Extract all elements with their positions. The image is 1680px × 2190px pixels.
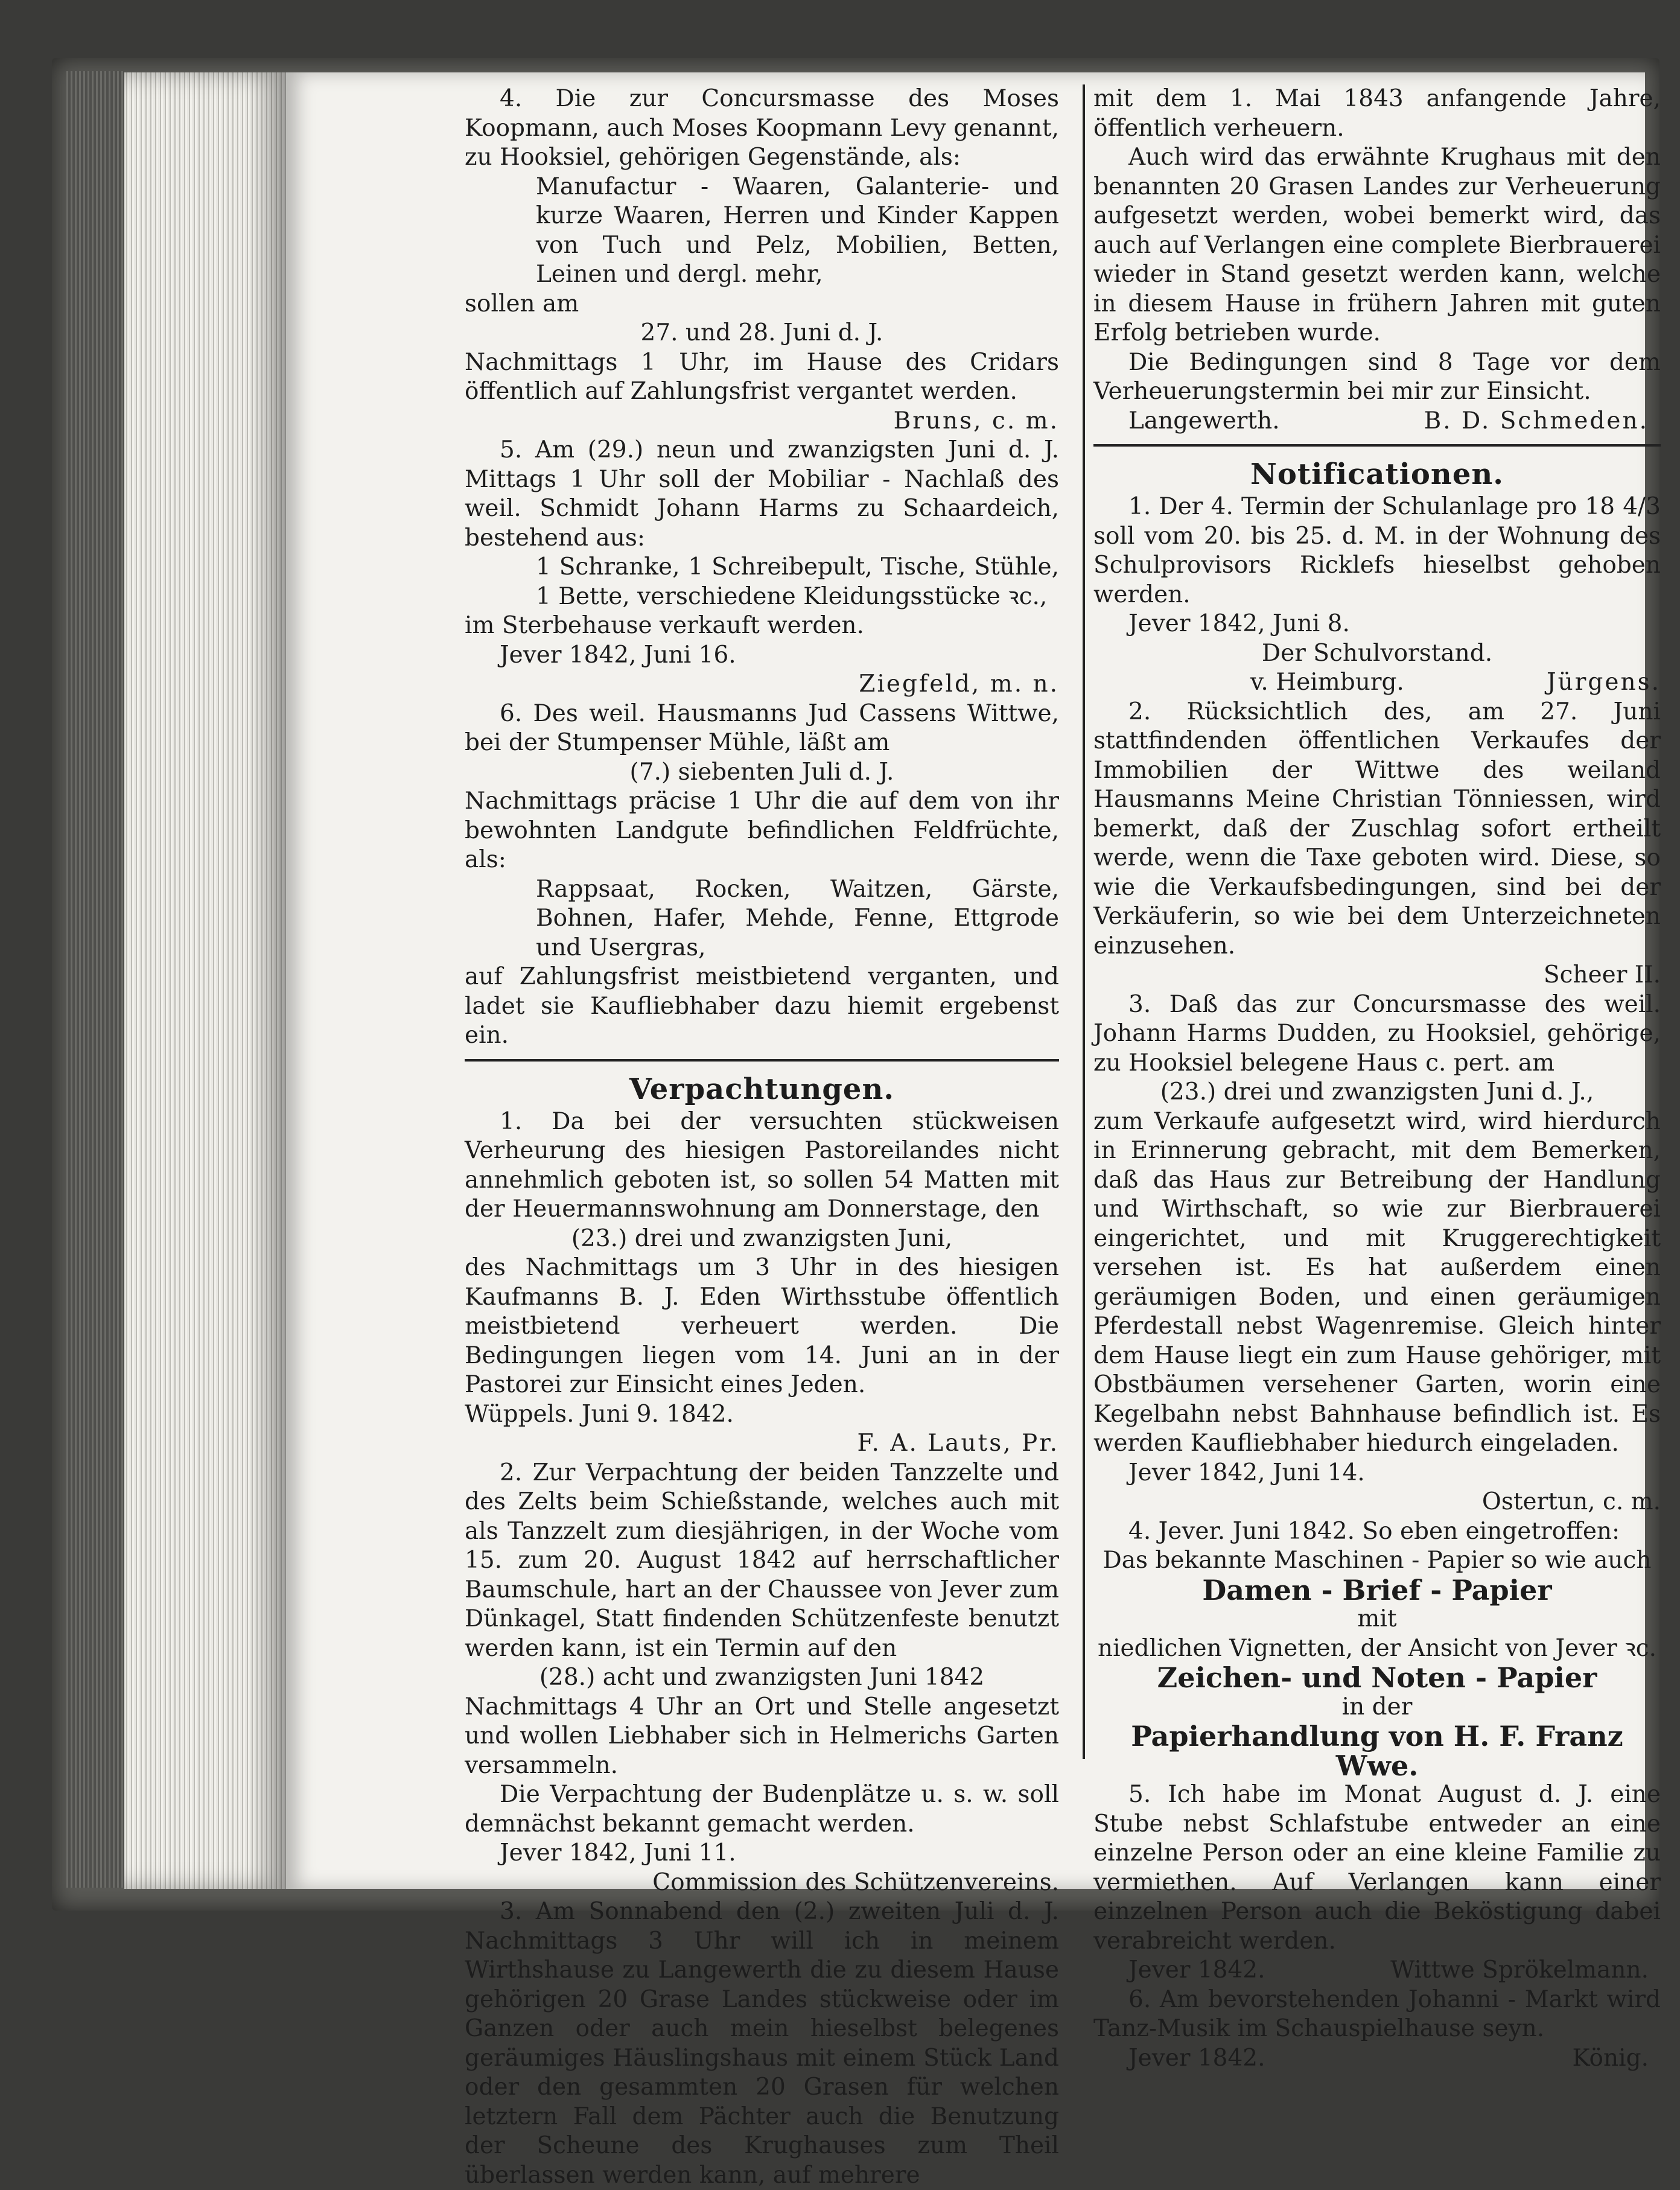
notice-paragraph: Rappsaat, Rocken, Waitzen, Gärste, Bohnen, Hafer, Mehde, Fenne, Ettgrode und Usergras, [536, 875, 1059, 961]
notice-paragraph: 5. Am (29.) neun und zwanzigsten Juni d. J. Mittags 1 Uhr soll der Mobiliar - Nachlaß des weil. Schmidt Johann Harms zu Schaardeich, bestehend aus: [465, 436, 1059, 552]
advert-headline: Damen - Brief - Papier [1202, 1573, 1552, 1606]
signature-line [1093, 407, 1661, 436]
left-column [465, 84, 1059, 2190]
notice-paragraph: Die Verpachtung der Budenplätze u. s. w. soll demnächst bekannt gemacht werden. [465, 1781, 1059, 1838]
signature-line [1093, 2044, 1661, 2074]
signature-name: B. D. Schmeden. [1424, 407, 1649, 434]
advert-line [1093, 1546, 1661, 1576]
page-stack-edge [124, 72, 287, 1889]
signature-line [1093, 1956, 1661, 1985]
notice-paragraph: Jever 1842, Juni 11. [500, 1839, 736, 1867]
notice-paragraph: im Sterbehause verkauft werden. [465, 612, 864, 639]
signature: Commission des Schützenvereins. [652, 1868, 1059, 1896]
notice-paragraph: sollen am [465, 290, 579, 317]
notice-paragraph: Jever 1842, Juni 16. [500, 641, 736, 669]
right-column [1093, 84, 1661, 2073]
notice-paragraph: 5. Ich habe im Monat August d. J. eine Stube nebst Schlafstube entweder an eine einzelne Person oder an eine kleine Familie zu vermiethen. Auf Verlangen kann einer einzelnen Person auch die Beköstigung dabei verabreicht werden. [1093, 1781, 1661, 1955]
signature-name: König. [1572, 2044, 1649, 2072]
date-line: niedlichen Vignetten, der Ansicht von Jever ꝛc. [1097, 1634, 1657, 1662]
signature: Ziegfeld, m. n. [859, 670, 1059, 698]
signature: Scheer II. [1543, 961, 1661, 988]
signature-name: Wittwe Sprökelmann. [1390, 1956, 1649, 1984]
notice-paragraph: auf Zahlungsfrist meistbietend verganten, und ladet sie Kaufliebhaber dazu hiemit ergebenst ein. [465, 963, 1059, 1049]
notice-paragraph: zum Verkaufe aufgesetzt wird, wird hierdurch in Erinnerung gebracht, mit dem Bemerken, daß das Haus zur Betreibung der Handlung und Wirthschaft, so wie zur Bierbrauerei eingerichtet, und mit Kruggerechtigkeit versehen ist. Es hat außerdem einen geräumigen Boden, und einen geräumigen Pferdestall nebst Wagenremise. Gleich hinter dem Hause liegt ein zum Hause gehöriger, mit Obstbäumen versehener Garten, worin eine Kegelbahn nebst Bahnhause befindlich ist. Es werden Kaufliebhaber hiedurch eingeladen. [1093, 1107, 1661, 1457]
notice-paragraph: Nachmittags 1 Uhr, im Hause des Cridars öffentlich auf Zahlungsfrist vergantet werden. [465, 348, 1059, 405]
section-heading: Verpachtungen. [629, 1072, 895, 1106]
notice-paragraph: Nachmittags präcise 1 Uhr die auf dem von ihr bewohnten Landgute befindlichen Feldfrüchte, als: [465, 788, 1059, 873]
signature-name: Jürgens. [1547, 669, 1661, 696]
advert-text: Das bekannte Maschinen - Papier so wie auch [1102, 1547, 1652, 1574]
notice-paragraph: 1 Schranke, 1 Schreibepult, Tische, Stühle, 1 Bette, verschiedene Kleidungsstücke ꝛc., [536, 553, 1059, 610]
notice-paragraph: 3. Daß das zur Concursmasse des weil. Johann Harms Dudden, zu Hooksiel, gehörige, zu Hooksiel belegene Haus c. pert. am [1093, 990, 1661, 1077]
notice-paragraph: 1. Da bei der versuchten stückweisen Verheurung des hiesigen Pastoreilandes nicht annehmlich geboten ist, so sollen 54 Matten mit der Heuermannswohnung am Donnerstage, den [465, 1107, 1059, 1223]
advert-headline: Zeichen- und Noten - Papier [1157, 1661, 1597, 1694]
notice-paragraph: 6. Am bevorstehenden Johanni - Markt wird Tanz-Musik im Schauspielhause seyn. [1093, 1985, 1661, 2042]
signature-place: Langewerth. [1128, 407, 1280, 434]
notice-paragraph: Nachmittags 4 Uhr an Ort und Stelle angesetzt und wollen Liebhaber sich in Helmerichs Garten versammeln. [465, 1693, 1059, 1779]
notice-paragraph: 2. Rücksichtlich des, am 27. Juni stattfindenden öffentlichen Verkaufes der Immobilien der Wittwe des weiland Hausmanns Meine Christian Tönniessen, wird bemerkt, daß der Zuschlag sofort ertheilt werde, wenn die Taxe geboten wird. Diese, so wie die Verkaufsbedingungen, sind bei der Verkäuferin, so wie bei dem Unterzeichneten einzusehen. [1093, 698, 1661, 960]
notice-paragraph: Die Bedingungen sind 8 Tage vor dem Verheuerungstermin bei mir zur Einsicht. [1093, 348, 1661, 405]
notice-paragraph: Auch wird das erwähnte Krughaus mit den benannten 20 Grasen Landes zur Verheuerung aufgesetzt werden, wobei bemerkt wird, das auch auf Verlangen eine complete Bierbrauerei wieder in Stand gesetzt werden kann, welche in diesem Hause in frühern Jahren mit guten Erfolg betrieben wurde. [1093, 144, 1661, 346]
date-line: (23.) drei und zwanzigsten Juni d. J., [1160, 1078, 1594, 1106]
signature-place: Jever 1842. [1128, 1956, 1265, 1984]
advert-headline: Papierhandlung von H. F. Franz Wwe. [1131, 1720, 1623, 1782]
signature: Bruns, c. m. [893, 407, 1059, 434]
notice-paragraph: mit dem 1. Mai 1843 anfangende Jahre, öffentlich verheuern. [1093, 85, 1661, 142]
signature: F. A. Lauts, Pr. [857, 1430, 1059, 1457]
date-line: mit [1357, 1605, 1397, 1632]
book-spine-edge [66, 71, 124, 1888]
signature: Ostertun, c. m. [1481, 1488, 1661, 1515]
date-line: in der [1341, 1693, 1413, 1720]
date-line: (28.) acht und zwanzigsten Juni 1842 [539, 1664, 985, 1691]
column-divider [1083, 84, 1085, 1759]
notice-paragraph: 4. Jever. Juni 1842. So eben eingetroffen: [1128, 1517, 1620, 1545]
date-line: (7.) siebenten Juli d. J. [629, 758, 894, 786]
signature-line [1093, 668, 1661, 698]
notice-paragraph: 6. Des weil. Hausmanns Jud Cassens Wittwe, bei der Stumpenser Mühle, läßt am [465, 699, 1059, 756]
notice-paragraph: Jever 1842, Juni 8. [1128, 610, 1350, 637]
notice-paragraph: 2. Zur Verpachtung der beiden Tanzzelte und des Zelts beim Schießstande, welches auch mit als Tanzzelt zum diesjährigen, in der Woche vom 15. zum 20. August 1842 auf herrschaftlicher Baumschule, hart an der Chaussee von Jever zum Dünkagel, Statt findenden Schützenfeste benutzt werden kann, ist ein Termin auf den [465, 1459, 1059, 1662]
notice-paragraph: Wüppels. Juni 9. 1842. [465, 1400, 734, 1428]
notice-paragraph: des Nachmittags um 3 Uhr in des hiesigen Kaufmanns B. J. Eden Wirthsstube öffentlich meistbietend verheuert werden. Die Bedingungen liegen vom 14. Juni an in der Pastorei zur Einsicht eines Jeden. [465, 1254, 1059, 1398]
notice-paragraph: 1. Der 4. Termin der Schulanlage pro 18 4/3 soll vom 20. bis 25. d. M. in der Wohnung des Schulprovisors Ricklefs hieselbst gehoben werden. [1093, 493, 1661, 608]
date-line: (23.) drei und zwanzigsten Juni, [571, 1224, 953, 1252]
signature-place: v. Heimburg. [1250, 669, 1404, 696]
date-line: 27. und 28. Juni d. J. [640, 319, 883, 346]
date-line: Der Schulvorstand. [1261, 639, 1493, 667]
section-heading: Notificationen. [1250, 457, 1504, 491]
notice-paragraph: 4. Die zur Concursmasse des Moses Koopmann, auch Moses Koopmann Levy genannt, zu Hooksiel, gehörigen Gegenstände, als: [465, 85, 1059, 171]
notice-paragraph: Jever 1842, Juni 14. [1128, 1459, 1365, 1486]
signature-place: Jever 1842. [1128, 2044, 1265, 2072]
notice-paragraph: Manufactur - Waaren, Galanterie- und kurze Waaren, Herren und Kinder Kappen von Tuch und Pelz, Mobilien, Betten, Leinen und dergl. mehr, [536, 173, 1059, 288]
notice-paragraph: 3. Am Sonnabend den (2.) zweiten Juli d. J. Nachmittags 3 Uhr will ich in meinem Wirthshause zu Langewerth die zu diesem Hause gehörigen 20 Grase Landes stückweise oder im Ganzen oder auch mein hieselbst belegenes geräumiges Häuslingshaus mit einem Stück Land oder den gesammten 20 Grasen für welchen letztern Fall dem Pächter auch die Benutzung der Scheune des Krughauses zum Theil überlassen werden kann, auf mehrere [465, 1898, 1059, 2189]
section-rule [1093, 444, 1661, 447]
section-rule [465, 1059, 1059, 1062]
